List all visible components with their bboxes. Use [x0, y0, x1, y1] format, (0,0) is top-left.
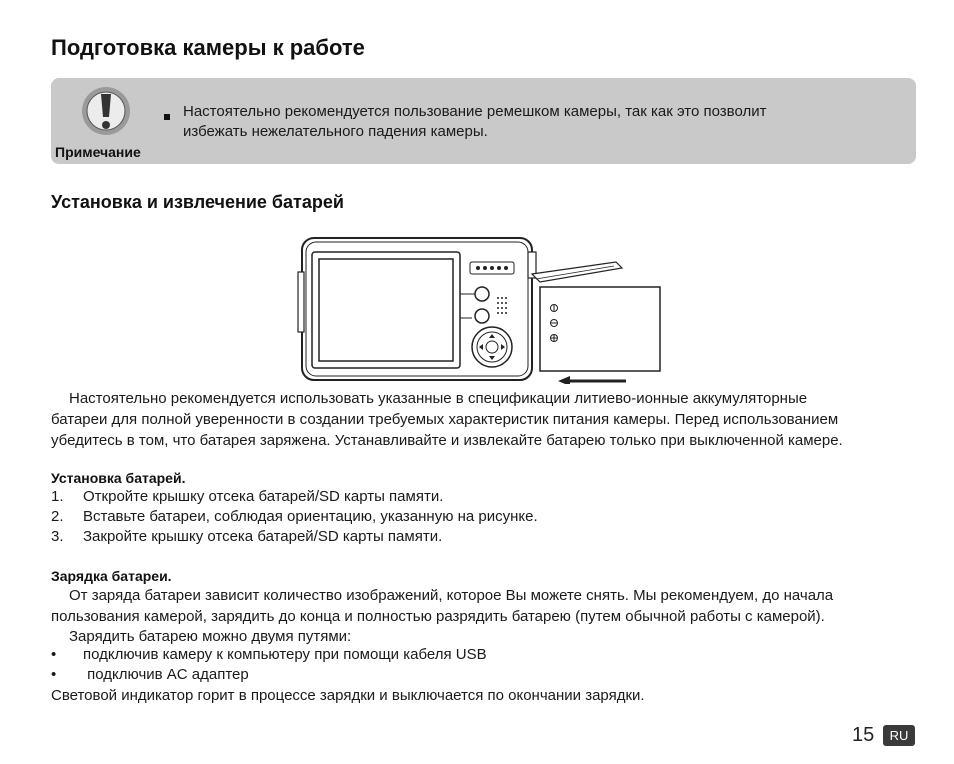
charge-footer: Световой индикатор горит в процессе зарядки и выключается по окончании зарядки.	[51, 687, 645, 704]
charge-paragraph	[51, 585, 911, 627]
bullet-mark: •	[51, 646, 57, 663]
list-text: Откройте крышку отсека батарей/SD карты памяти.	[83, 488, 444, 505]
bullet-text: подключив AC адаптер	[83, 666, 249, 683]
intro-paragraph	[51, 388, 911, 451]
page-title: Подготовка камеры к работе	[51, 35, 365, 60]
intro-line: Настоятельно рекомендуется использовать указанные в спецификации литиево-ионные аккумуляторные	[69, 390, 808, 407]
page-number: 15	[852, 724, 875, 746]
list-item	[51, 487, 443, 507]
note-text	[183, 102, 883, 142]
bullet-text: подключив камеру к компьютеру при помощи кабеля USB	[83, 646, 487, 663]
charge-line: пользования камерой, зарядить до конца и полностью разрядить батарею (путем обычной работы с камерой).	[51, 608, 825, 625]
list-item	[51, 507, 538, 527]
warning-icon	[81, 85, 131, 137]
note-bullet	[164, 114, 170, 120]
list-number: 1.	[51, 488, 64, 505]
note-label: Примечание	[55, 144, 141, 160]
note-text-line: избежать нежелательного падения камеры.	[183, 123, 488, 140]
note-box	[51, 78, 916, 164]
list-text: Вставьте батареи, соблюдая ориентацию, указанную на рисунке.	[83, 508, 538, 525]
list-number: 3.	[51, 528, 64, 545]
bullet-mark: •	[51, 666, 57, 683]
note-text-line: Настоятельно рекомендуется пользование ремешком камеры, так как это позволит	[183, 103, 767, 120]
list-item	[51, 527, 442, 547]
charge-ways-intro: Зарядить батарею можно двумя путями:	[69, 628, 352, 645]
bullet-item	[51, 665, 249, 685]
intro-line: батареи для полной уверенности в создании требуемых характеристик питания камеры. Перед использованием	[51, 411, 839, 428]
install-heading: Установка батарей.	[51, 470, 186, 486]
list-text: Закройте крышку отсека батарей/SD карты памяти.	[83, 528, 443, 545]
section-title: Установка и извлечение батарей	[51, 192, 344, 212]
charge-line: От заряда батареи зависит количество изображений, которое Вы можете снять. Мы рекомендуем, до начала	[69, 587, 834, 604]
list-number: 2.	[51, 508, 64, 525]
intro-line: убедитесь в том, что батарея заряжена. Устанавливайте и извлекайте батарею только при выключенной камере.	[51, 432, 843, 449]
camera-battery-illustration	[296, 232, 676, 384]
language-badge: RU	[883, 725, 915, 746]
bullet-item	[51, 645, 487, 665]
charge-heading: Зарядка батареи.	[51, 568, 172, 584]
